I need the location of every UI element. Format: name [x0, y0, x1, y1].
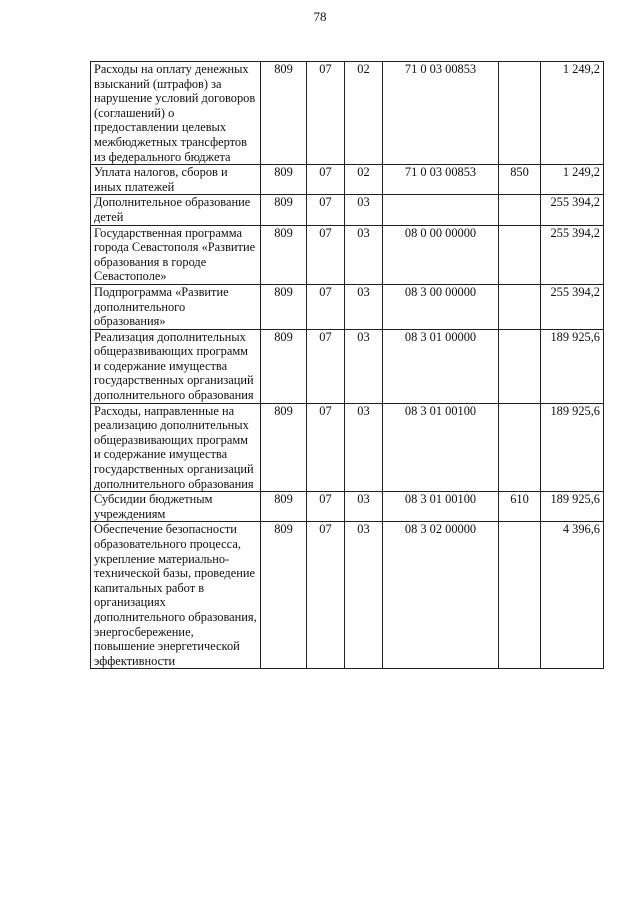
cell-target-article-code: 08 3 00 00000 [383, 284, 499, 329]
cell-subsection-code: 03 [345, 522, 383, 669]
table-row [91, 522, 604, 669]
cell-section-code: 07 [307, 522, 345, 669]
table-row [91, 165, 604, 195]
cell-amount: 189 925,6 [541, 492, 604, 522]
cell-expense-type-code [499, 522, 541, 669]
cell-target-article-code: 08 3 01 00000 [383, 329, 499, 403]
cell-grbs-code: 809 [261, 225, 307, 284]
cell-target-article-code: 08 0 00 00000 [383, 225, 499, 284]
page-number: 78 [313, 9, 327, 24]
cell-section-code: 07 [307, 165, 345, 195]
cell-subsection-code: 03 [345, 492, 383, 522]
cell-grbs-code: 809 [261, 329, 307, 403]
cell-expense-name: Субсидии бюджетным учреждениям [91, 492, 261, 522]
cell-subsection-code: 02 [345, 62, 383, 165]
cell-amount: 1 249,2 [541, 165, 604, 195]
cell-target-article-code: 08 3 01 00100 [383, 403, 499, 492]
cell-grbs-code: 809 [261, 195, 307, 225]
cell-section-code: 07 [307, 195, 345, 225]
cell-section-code: 07 [307, 492, 345, 522]
cell-grbs-code: 809 [261, 403, 307, 492]
cell-amount: 255 394,2 [541, 284, 604, 329]
table-row [91, 62, 604, 165]
cell-expense-type-code [499, 195, 541, 225]
cell-expense-name: Расходы на оплату денежных взысканий (штрафов) за нарушение условий договоров (соглашений) о предоставлении целевых межбюджетных трансфертов из федерального бюджета [91, 62, 261, 165]
cell-section-code: 07 [307, 284, 345, 329]
cell-expense-name: Дополнительное образование детей [91, 195, 261, 225]
cell-grbs-code: 809 [261, 165, 307, 195]
cell-expense-name: Реализация дополнительных общеразвивающих программ и содержание имущества государственных организаций дополнительного образования [91, 329, 261, 403]
cell-expense-type-code: 850 [499, 165, 541, 195]
cell-subsection-code: 03 [345, 195, 383, 225]
cell-section-code: 07 [307, 62, 345, 165]
cell-target-article-code: 08 3 01 00100 [383, 492, 499, 522]
cell-amount: 255 394,2 [541, 195, 604, 225]
table-row [91, 492, 604, 522]
cell-section-code: 07 [307, 225, 345, 284]
cell-subsection-code: 03 [345, 403, 383, 492]
cell-amount: 189 925,6 [541, 403, 604, 492]
cell-section-code: 07 [307, 403, 345, 492]
cell-target-article-code: 71 0 03 00853 [383, 62, 499, 165]
cell-expense-type-code [499, 329, 541, 403]
cell-expense-type-code: 610 [499, 492, 541, 522]
cell-subsection-code: 03 [345, 329, 383, 403]
cell-expense-type-code [499, 284, 541, 329]
cell-expense-type-code [499, 225, 541, 284]
cell-target-article-code: 71 0 03 00853 [383, 165, 499, 195]
cell-amount: 4 396,6 [541, 522, 604, 669]
table-row [91, 329, 604, 403]
cell-expense-name: Уплата налогов, сборов и иных платежей [91, 165, 261, 195]
cell-subsection-code: 03 [345, 225, 383, 284]
table-row [91, 225, 604, 284]
cell-expense-name: Государственная программа города Севастополя «Развитие образования в городе Севастополе» [91, 225, 261, 284]
cell-subsection-code: 02 [345, 165, 383, 195]
cell-grbs-code: 809 [261, 492, 307, 522]
cell-subsection-code: 03 [345, 284, 383, 329]
table-row [91, 284, 604, 329]
cell-expense-type-code [499, 62, 541, 165]
cell-expense-name: Подпрограмма «Развитие дополнительного образования» [91, 284, 261, 329]
table-row [91, 403, 604, 492]
cell-amount: 1 249,2 [541, 62, 604, 165]
cell-section-code: 07 [307, 329, 345, 403]
cell-grbs-code: 809 [261, 522, 307, 669]
cell-amount: 189 925,6 [541, 329, 604, 403]
cell-expense-name: Расходы, направленные на реализацию дополнительных общеразвивающих программ и содержание имущества государственных организаций дополнительного образования [91, 403, 261, 492]
cell-grbs-code: 809 [261, 62, 307, 165]
cell-target-article-code: 08 3 02 00000 [383, 522, 499, 669]
table-row [91, 195, 604, 225]
cell-expense-name: Обеспечение безопасности образовательного процесса, укрепление материально-технической базы, проведение капитальных работ в организациях дополнительного образования, энергосбережение, повышение энергетической эффективности [91, 522, 261, 669]
cell-target-article-code [383, 195, 499, 225]
cell-expense-type-code [499, 403, 541, 492]
budget-table [90, 61, 604, 669]
cell-grbs-code: 809 [261, 284, 307, 329]
cell-amount: 255 394,2 [541, 225, 604, 284]
